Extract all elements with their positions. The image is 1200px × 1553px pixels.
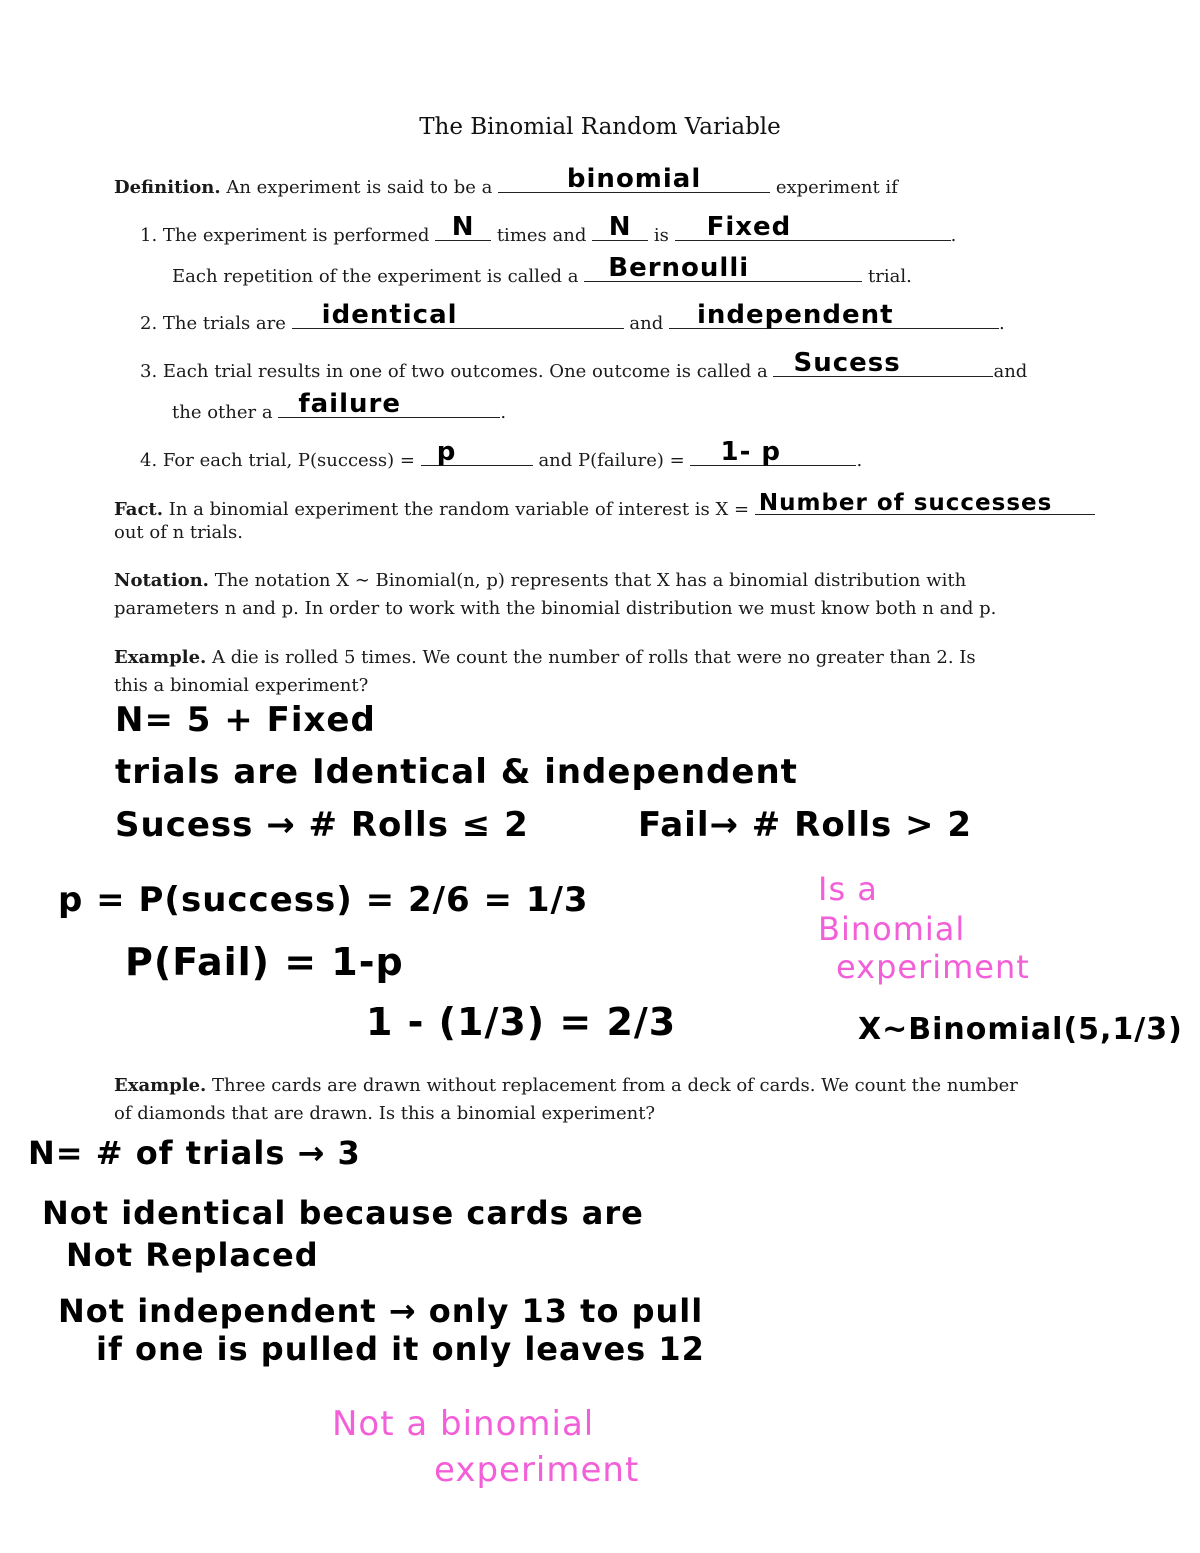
item-2-text-b: and [629,313,664,334]
item-2-line [140,300,1005,334]
item-1-period: . [950,225,957,246]
notation-line-2: parameters n and p. In order to work with the binomial distribution we must know both n and p. [114,598,997,619]
example-1-hw-line-2: trials are Identical & independent [115,752,798,792]
example-1-hw-line-5: P(Fail) = 1-p [125,940,404,984]
item-3-period: . [500,402,507,423]
item-1-blank-2 [592,212,648,242]
example-2-hw-line-5: if one is pulled it only leaves 12 [96,1330,705,1368]
definition-answer: binomial [566,164,702,194]
item-3-blank-2 [278,389,500,419]
page-title: The Binomial Random Variable [419,114,781,140]
item-2-answer-1: identical [321,300,458,330]
item-3-line-1 [140,348,1028,382]
definition-text-after: experiment if [775,177,898,198]
item-4-text-b: and P(failure) = [538,450,685,471]
example-2-pink-line-1: Not a binomial [332,1404,595,1444]
example-2-line-2: of diamonds that are drawn. Is this a binomial experiment? [114,1103,656,1124]
example-1-hw-line-4: p = P(success) = 2/6 = 1/3 [58,880,589,920]
item-4-answer-1: p [436,437,457,467]
item-2-answer-2: independent [697,300,894,330]
item-3-text-c: the other a [172,402,273,423]
example-2-hw-line-2: Not identical because cards are [42,1194,644,1232]
item-1-text-c: is [653,225,669,246]
item-4-blank-1 [421,437,533,467]
item-1-answer-4: Bernoulli [608,253,750,283]
item-1-answer-3: Fixed [706,212,792,242]
example-1-pink-line-1: Is a [818,870,878,908]
item-3-number: 3. [140,361,158,382]
item-1-text-a: The experiment is performed [162,225,430,246]
item-1-blank-4 [584,253,862,283]
example-1-hw-line-3b: Fail→ # Rolls > 2 [638,805,973,845]
example-1-text-1: A die is rolled 5 times. We count the number of rolls that were no greater than 2. Is [212,647,976,668]
item-3-blank-1 [773,348,993,378]
example-1-line-1 [114,647,976,668]
item-2-blank-2 [669,300,999,330]
item-4-blank-2 [690,437,856,467]
item-4-line [140,437,863,471]
example-2-line-1 [114,1075,1018,1096]
fact-line-1 [114,490,1095,520]
item-3-answer-1: Sucess [793,348,901,378]
example-1-pink-line-2: Binomial [818,910,966,948]
item-3-answer-2: failure [298,389,401,419]
example-1-conclusion: X~Binomial(5,1/3) [858,1012,1183,1047]
definition-blank [498,164,770,194]
item-2-period: . [999,313,1005,334]
definition-text-before: An experiment is said to be a [226,177,493,198]
item-1-answer-1: N [451,212,475,242]
example-2-hw-line-4: Not independent → only 13 to pull [58,1292,704,1330]
item-2-text-a: The trials are [162,313,286,334]
fact-blank [755,490,1095,516]
example-1-hw-line-6: 1 - (1/3) = 2/3 [366,1000,677,1044]
item-1-line-1 [140,212,957,246]
item-1-text-d: Each repetition of the experiment is called a [172,266,579,287]
example-1-hw-line-3a: Sucess → # Rolls ≤ 2 [115,805,529,845]
item-1-text-e: trial. [868,266,912,287]
item-4-period: . [856,450,863,471]
notation-text-1: The notation X ∼ Binomial(n, p) represents that X has a binomial distribution with [214,570,967,591]
item-1-blank-1 [435,212,491,242]
item-1-number: 1. [140,225,158,246]
item-4-text-a: For each trial, P(success) = [162,450,415,471]
definition-label: Definition. [114,177,221,198]
example-1-line-2: this a binomial experiment? [114,675,369,696]
example-1-label: Example. [114,647,207,668]
notation-label: Notation. [114,570,209,591]
item-4-number: 4. [140,450,158,471]
item-2-number: 2. [140,313,158,334]
example-2-label: Example. [114,1075,207,1096]
item-1-answer-2: N [608,212,632,242]
example-2-pink-line-2: experiment [434,1450,640,1490]
item-3-line-2 [172,389,507,423]
notation-line-1 [114,570,966,591]
example-2-hw-line-3: Not Replaced [66,1236,319,1274]
fact-label: Fact. [114,499,163,520]
example-2-hw-line-1: N= # of trials → 3 [28,1134,361,1172]
example-1-hw-line-1: N= 5 + Fixed [115,700,376,740]
example-2-text-1: Three cards are drawn without replacement from a deck of cards. We count the number [212,1075,1018,1096]
example-1-pink-line-3: experiment [836,948,1030,986]
fact-answer: Number of successes [758,490,1053,516]
item-4-answer-2: 1- p [720,437,782,467]
item-1-text-b: times and [496,225,587,246]
fact-line-2: out of n trials. [114,522,243,543]
fact-text: In a binomial experiment the random variable of interest is X = [168,499,750,520]
definition-line [114,164,898,198]
item-3-text-a: Each trial results in one of two outcomes. One outcome is called a [162,361,768,382]
item-1-line-2 [172,253,912,287]
item-3-text-b: and [993,361,1028,382]
item-2-blank-1 [292,300,624,330]
item-1-blank-3 [675,212,951,242]
